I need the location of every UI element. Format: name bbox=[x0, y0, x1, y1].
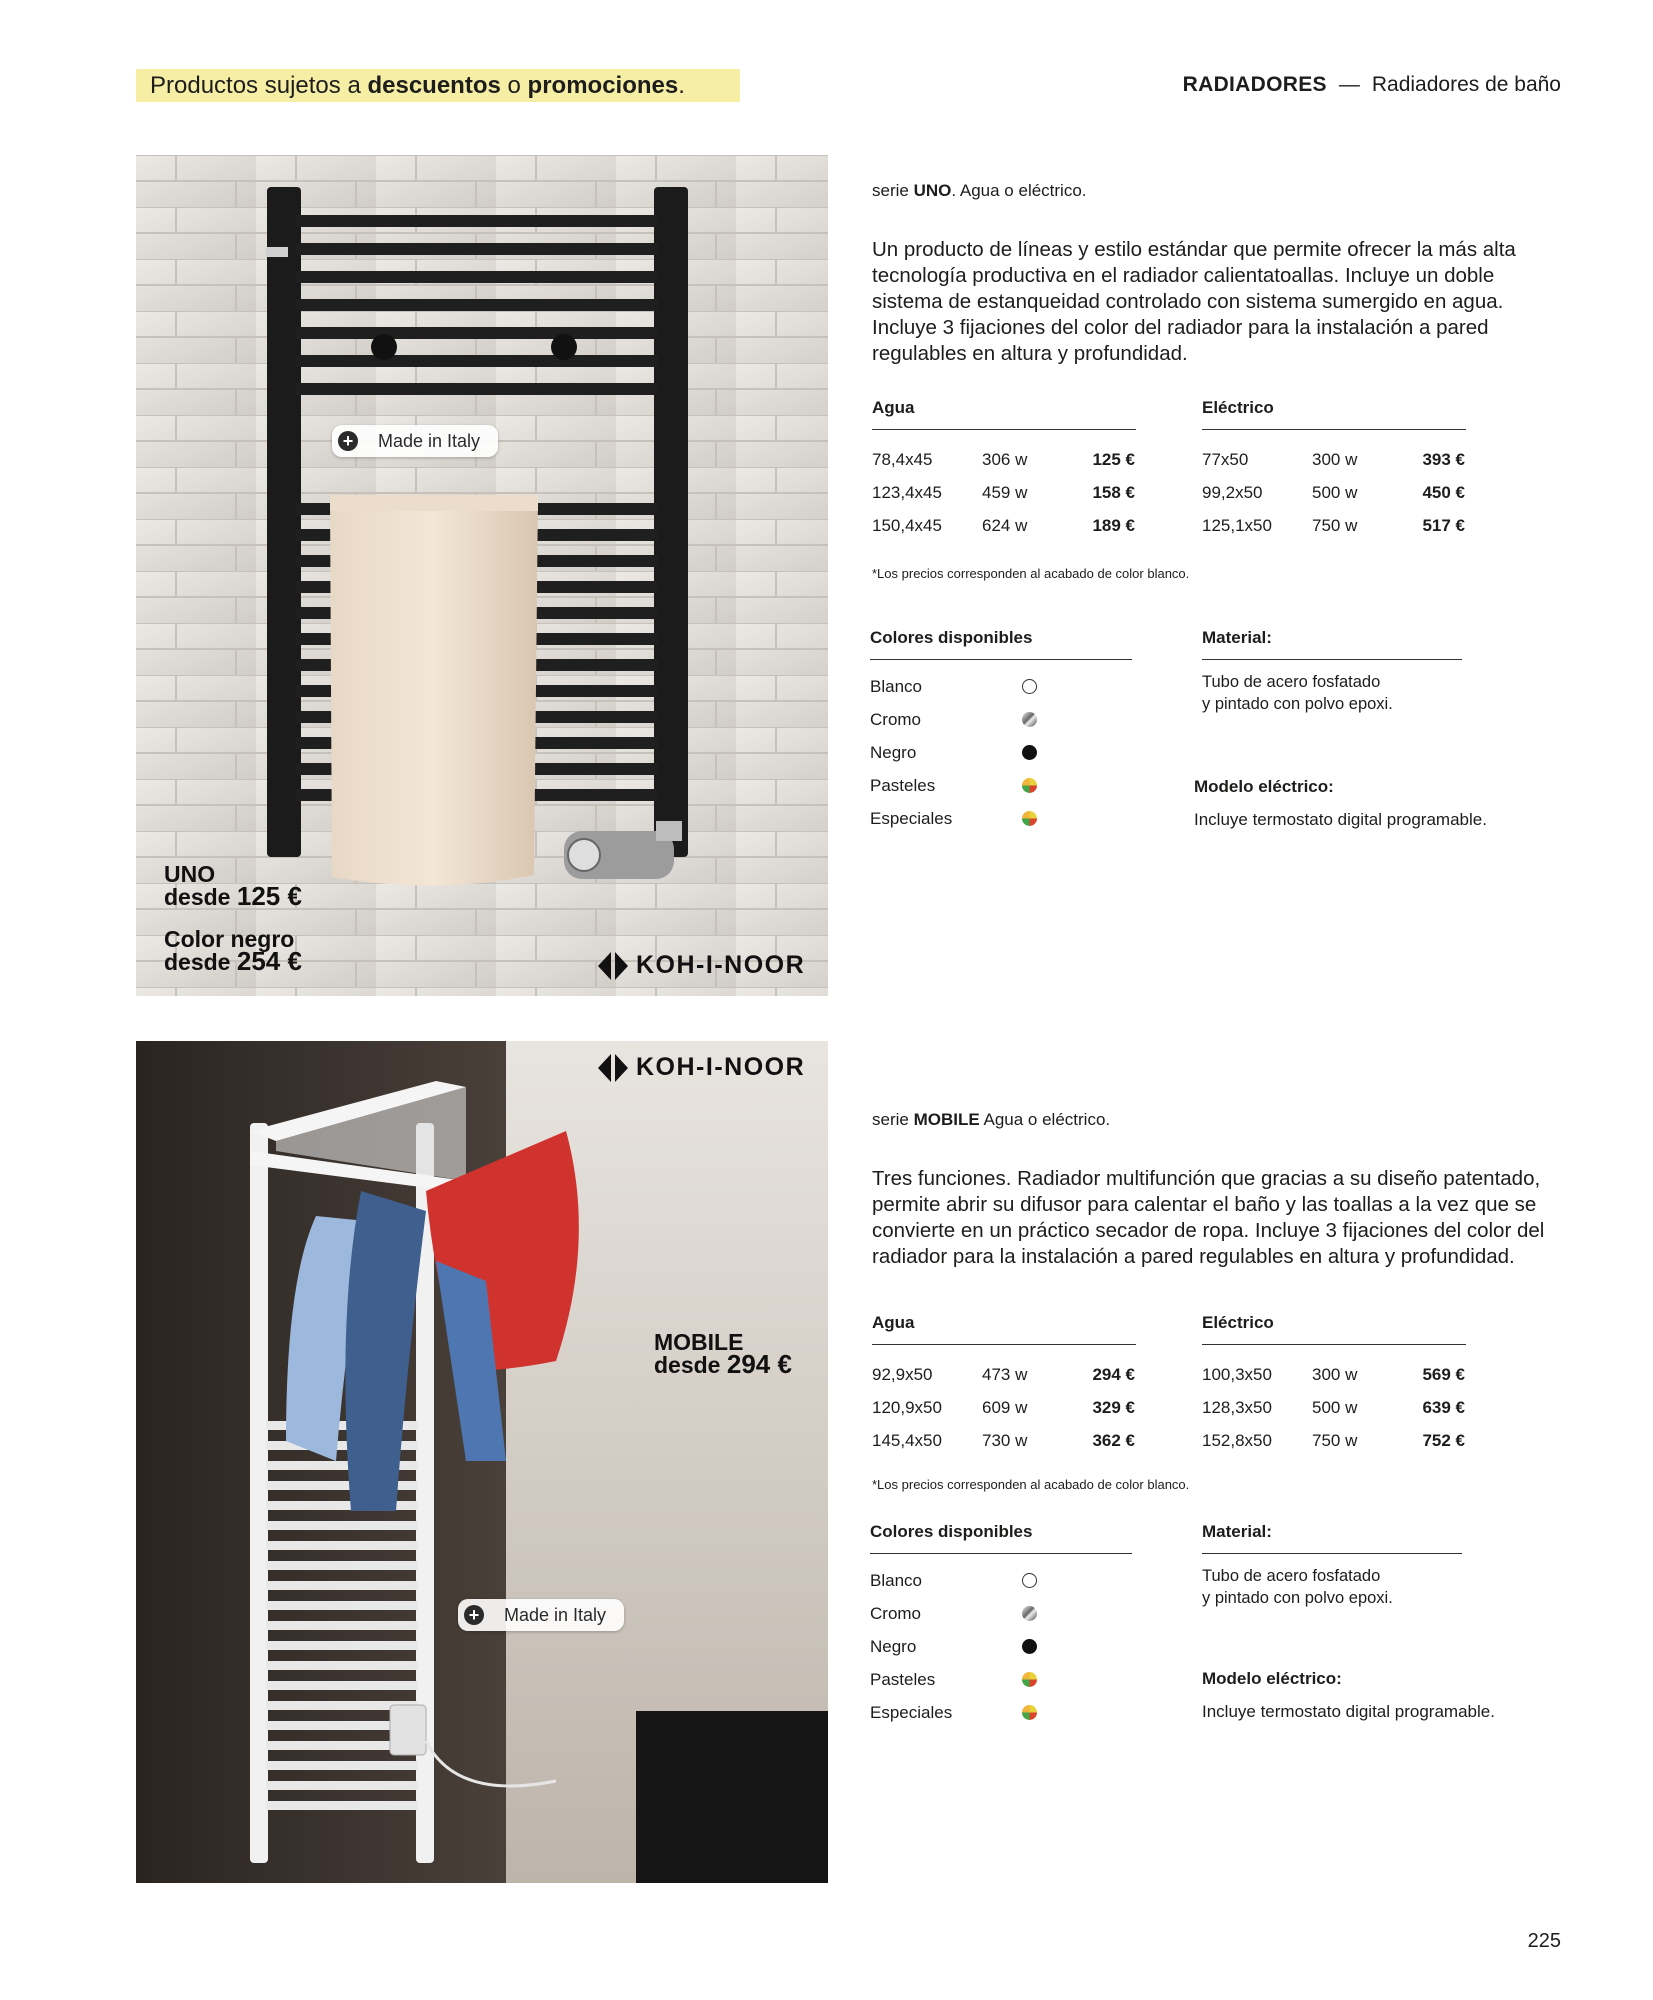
cell-price: 189 € bbox=[1092, 515, 1135, 535]
cell-price: 393 € bbox=[1422, 449, 1465, 469]
mobile-description: Tres funciones. Radiador multifunción que gracias a su diseño patentado, permite abrir su difusor para calentar el baño y las toallas a la vez que se convierte en un práctico secador de ropa. Incluye 3 fijaciones del color del radiador para la instalación a pared regulables en altura y profundidad. bbox=[872, 1167, 1545, 1268]
color-option bbox=[870, 1696, 1132, 1729]
multicolor-swatch-icon bbox=[1022, 778, 1037, 793]
color-label: Especiales bbox=[870, 1702, 953, 1722]
uno-product-name: UNO bbox=[164, 861, 216, 887]
cell-price: 294 € bbox=[1092, 1364, 1135, 1384]
uno-material bbox=[1202, 628, 1462, 715]
uno-electrico-table bbox=[1202, 398, 1466, 542]
uno-agua-table bbox=[872, 398, 1136, 542]
uno-footnote: *Los precios corresponden al acabado de color blanco. bbox=[872, 566, 1190, 581]
brand-name: KOH-I-NOOR bbox=[636, 1053, 806, 1081]
agua-title: Agua bbox=[872, 1313, 1136, 1345]
table-row bbox=[1202, 476, 1466, 509]
uno-spec bbox=[872, 181, 1572, 367]
mobile-colors bbox=[870, 1522, 1132, 1729]
uno-colors bbox=[870, 628, 1132, 835]
section-heading bbox=[1183, 73, 1561, 97]
mobile-from-label: desde bbox=[654, 1352, 721, 1378]
cell-dim: 120,9x50 bbox=[872, 1397, 942, 1417]
table-row bbox=[872, 1358, 1136, 1391]
brand-mark-icon bbox=[598, 952, 628, 980]
cell-dim: 92,9x50 bbox=[872, 1364, 933, 1384]
color-label: Cromo bbox=[870, 1603, 922, 1623]
color-option bbox=[870, 703, 1132, 736]
serie-name: MOBILE bbox=[913, 1110, 980, 1129]
mobile-electric-model-text: Incluye termostato digital programable. bbox=[1202, 1702, 1495, 1721]
mobile-footnote: *Los precios corresponden al acabado de color blanco. bbox=[872, 1477, 1190, 1492]
made-in-italy-badge[interactable] bbox=[332, 425, 498, 457]
color-label: Especiales bbox=[870, 808, 953, 828]
uno-variant-from: desde bbox=[164, 949, 231, 975]
table-row bbox=[1202, 509, 1466, 542]
cell-price: 362 € bbox=[1092, 1430, 1135, 1450]
material-line: Tubo de acero fosfatado bbox=[1202, 1567, 1381, 1585]
mobile-agua-table bbox=[872, 1313, 1136, 1457]
cell-dim: 150,4x45 bbox=[872, 515, 942, 535]
table-row bbox=[872, 1391, 1136, 1424]
serie-name: UNO bbox=[913, 181, 952, 200]
material-title: Material: bbox=[1202, 1522, 1462, 1554]
material-title: Material: bbox=[1202, 628, 1462, 660]
cell-price: 517 € bbox=[1422, 515, 1465, 535]
color-label: Negro bbox=[870, 742, 917, 762]
multicolor-swatch-icon bbox=[1022, 1705, 1037, 1720]
uno-electric-model-text: Incluye termostato digital programable. bbox=[1194, 810, 1487, 829]
mobile-product-name: MOBILE bbox=[654, 1329, 744, 1355]
uno-price-callout bbox=[164, 861, 302, 976]
cell-power: 300 w bbox=[1312, 449, 1358, 469]
made-in-italy-badge[interactable] bbox=[458, 1599, 624, 1631]
chrome-swatch-icon bbox=[1022, 1606, 1037, 1621]
cell-power: 306 w bbox=[982, 449, 1028, 469]
table-row bbox=[1202, 1424, 1466, 1457]
cell-power: 750 w bbox=[1312, 1430, 1358, 1450]
color-option bbox=[870, 1597, 1132, 1630]
promo-banner bbox=[136, 69, 740, 102]
mobile-material bbox=[1202, 1522, 1462, 1609]
product-photo-mobile bbox=[136, 1041, 828, 1883]
cell-price: 450 € bbox=[1422, 482, 1465, 502]
cell-dim: 152,8x50 bbox=[1202, 1430, 1272, 1450]
product-photo-uno bbox=[136, 155, 828, 996]
electrico-title: Eléctrico bbox=[1202, 1313, 1466, 1345]
cell-dim: 125,1x50 bbox=[1202, 515, 1272, 535]
colors-title: Colores disponibles bbox=[870, 628, 1132, 660]
brand-logo-mobile bbox=[598, 1053, 805, 1082]
mobile-price-callout bbox=[654, 1329, 792, 1379]
heading-dash: — bbox=[1338, 73, 1360, 96]
serie-suffix: Agua o eléctrico. bbox=[979, 1110, 1111, 1129]
mobile-electrico-table bbox=[1202, 1313, 1466, 1457]
cell-power: 609 w bbox=[982, 1397, 1028, 1417]
material-text bbox=[1202, 671, 1462, 715]
white-swatch-icon bbox=[1022, 1573, 1037, 1588]
cell-power: 459 w bbox=[982, 482, 1028, 502]
plus-icon: + bbox=[464, 1605, 484, 1625]
color-option bbox=[870, 736, 1132, 769]
cell-price: 125 € bbox=[1092, 449, 1135, 469]
mobile-spec bbox=[872, 1110, 1572, 1270]
uno-electric-model-title: Modelo eléctrico: bbox=[1194, 777, 1334, 796]
color-label: Negro bbox=[870, 1636, 917, 1656]
serie-suffix: . Agua o eléctrico. bbox=[951, 181, 1087, 200]
color-option bbox=[870, 769, 1132, 802]
color-option bbox=[870, 1630, 1132, 1663]
uno-from-price: 125 € bbox=[236, 881, 302, 911]
cell-power: 500 w bbox=[1312, 1397, 1358, 1417]
brand-logo-uno bbox=[598, 951, 805, 980]
material-text bbox=[1202, 1565, 1462, 1609]
cell-power: 730 w bbox=[982, 1430, 1028, 1450]
promo-prefix: Productos sujetos a bbox=[150, 72, 361, 99]
cell-price: 752 € bbox=[1422, 1430, 1465, 1450]
uno-from-label: desde bbox=[164, 884, 231, 910]
color-label: Pasteles bbox=[870, 775, 936, 795]
radiator-mobile-illustration bbox=[136, 1041, 828, 1883]
promo-or: o bbox=[507, 72, 521, 99]
made-in-italy-label: Made in Italy bbox=[504, 1604, 607, 1625]
color-option bbox=[870, 802, 1132, 835]
mobile-electric-model-title: Modelo eléctrico: bbox=[1202, 1669, 1342, 1688]
promo-promotions: promociones bbox=[527, 72, 679, 99]
plus-icon: + bbox=[338, 431, 358, 451]
white-swatch-icon bbox=[1022, 679, 1037, 694]
serie-prefix: serie bbox=[872, 1110, 909, 1129]
cell-price: 639 € bbox=[1422, 1397, 1465, 1417]
cell-power: 300 w bbox=[1312, 1364, 1358, 1384]
cell-dim: 128,3x50 bbox=[1202, 1397, 1272, 1417]
cell-price: 569 € bbox=[1422, 1364, 1465, 1384]
color-option bbox=[870, 1564, 1132, 1597]
cell-price: 329 € bbox=[1092, 1397, 1135, 1417]
black-swatch-icon bbox=[1022, 1639, 1037, 1654]
promo-period: . bbox=[678, 72, 685, 99]
material-line: y pintado con polvo epoxi. bbox=[1202, 1589, 1393, 1607]
colors-title: Colores disponibles bbox=[870, 1522, 1132, 1554]
made-in-italy-label: Made in Italy bbox=[378, 430, 481, 451]
uno-serie-line bbox=[872, 181, 1572, 201]
brand-mark-icon bbox=[598, 1054, 628, 1082]
table-row bbox=[1202, 1391, 1466, 1424]
page-number: 225 bbox=[1527, 1930, 1561, 1952]
cell-dim: 78,4x45 bbox=[872, 449, 933, 469]
chrome-swatch-icon bbox=[1022, 712, 1037, 727]
subcategory-title: Radiadores de baño bbox=[1371, 73, 1561, 96]
cell-power: 624 w bbox=[982, 515, 1028, 535]
mobile-serie-line bbox=[872, 1110, 1572, 1130]
table-row bbox=[872, 509, 1136, 542]
cell-dim: 77x50 bbox=[1202, 449, 1249, 469]
multicolor-swatch-icon bbox=[1022, 1672, 1037, 1687]
cell-power: 473 w bbox=[982, 1364, 1028, 1384]
cell-dim: 145,4x50 bbox=[872, 1430, 942, 1450]
cell-dim: 123,4x45 bbox=[872, 482, 942, 502]
multicolor-swatch-icon bbox=[1022, 811, 1037, 826]
color-option bbox=[870, 1663, 1132, 1696]
brand-name: KOH-I-NOOR bbox=[636, 951, 806, 979]
cell-power: 500 w bbox=[1312, 482, 1358, 502]
table-row bbox=[872, 476, 1136, 509]
material-line: y pintado con polvo epoxi. bbox=[1202, 695, 1393, 713]
category-title: RADIADORES bbox=[1182, 73, 1327, 96]
electrico-title: Eléctrico bbox=[1202, 398, 1466, 430]
color-label: Blanco bbox=[870, 1570, 922, 1590]
uno-description: Un producto de líneas y estilo estándar que permite ofrecer la más alta tecnología productiva en el radiador calientatoallas. Incluye un doble sistema de estanqueidad controlado con sistema sumergido en agua. Incluye 3 fijaciones del color del radiador para la instalación a pared regulables en altura y profundidad. bbox=[872, 238, 1516, 365]
promo-discounts: descuentos bbox=[367, 72, 501, 99]
black-swatch-icon bbox=[1022, 745, 1037, 760]
cell-power: 750 w bbox=[1312, 515, 1358, 535]
table-row bbox=[872, 1424, 1136, 1457]
cell-dim: 100,3x50 bbox=[1202, 1364, 1272, 1384]
cell-price: 158 € bbox=[1092, 482, 1135, 502]
cell-dim: 99,2x50 bbox=[1202, 482, 1263, 502]
table-row bbox=[872, 443, 1136, 476]
material-line: Tubo de acero fosfatado bbox=[1202, 673, 1381, 691]
uno-variant-price: 254 € bbox=[236, 946, 302, 976]
uno-variant-label: Color negro bbox=[164, 926, 295, 952]
color-label: Blanco bbox=[870, 676, 922, 696]
mobile-from-price: 294 € bbox=[726, 1349, 792, 1379]
table-row bbox=[1202, 1358, 1466, 1391]
color-label: Pasteles bbox=[870, 1669, 936, 1689]
agua-title: Agua bbox=[872, 398, 1136, 430]
table-row bbox=[1202, 443, 1466, 476]
color-label: Cromo bbox=[870, 709, 922, 729]
serie-prefix: serie bbox=[872, 181, 909, 200]
color-option bbox=[870, 670, 1132, 703]
